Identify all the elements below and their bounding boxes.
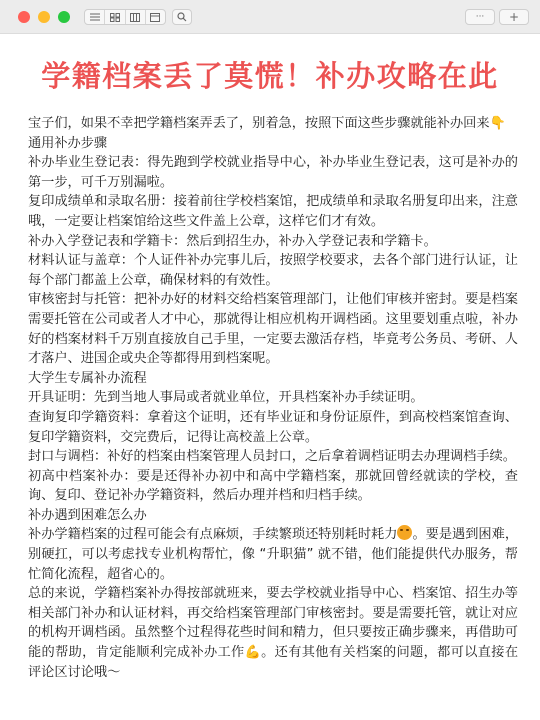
- step-certification: 材料认证与盖章：个人证件补办完事儿后，按照学校要求，去各个部门进行认证，让每个部门都盖上公章，确保材料的有效性。: [28, 253, 518, 288]
- summary-text-b: 。还有其他有关档案的问题，都可以直接在评论区讨论哦～: [28, 645, 519, 680]
- step-query-records: 查询复印学籍资料：拿着这个证明，还有毕业证和身份证原件，到高校档案馆查询、复印学籍资料，交完费后，记得让高校盖上公章。: [28, 409, 518, 445]
- columns-view-icon[interactable]: [126, 10, 146, 24]
- gallery-view-icon[interactable]: [146, 10, 165, 24]
- search-button[interactable]: [172, 9, 192, 25]
- section-heading-college: 大学生专属补办流程: [28, 370, 147, 386]
- step-highschool-records: 初高中档案补办：要是还得补办初中和高中学籍档案，那就回曾经就读的学校，查询、复印、登记补办学籍资料，然后办理并档和归档手续。: [28, 468, 518, 504]
- difficulty-text-b: 。要是遇到困难，别硬扛，可以考虑找专业机构帮忙，像 “升职猫” 就不错，他们能提供代办服务，帮忙简化流程，超省心的。: [28, 527, 519, 582]
- add-icon: +: [508, 10, 520, 24]
- flexed-biceps-icon: 💪: [244, 645, 261, 661]
- close-window-button[interactable]: [18, 11, 30, 23]
- section-heading-difficulty: 补办遇到困难怎么办: [28, 507, 147, 523]
- list-view-icon[interactable]: [85, 10, 105, 24]
- step-transcript-copy: 复印成绩单和录取名册：接着前往学校档案馆，把成绩单和录取名册复印出来，注意哦，一定要让档案馆给这些文件盖上公章，这样它们才有效。: [28, 194, 518, 229]
- window-titlebar: [0, 0, 540, 34]
- zoom-window-button[interactable]: [58, 11, 70, 23]
- section-heading-general: 通用补办步骤: [28, 135, 108, 151]
- article-body: [28, 114, 518, 682]
- intro-paragraph: [28, 114, 518, 134]
- page-title: 学籍档案丢了莫慌！补办攻略在此: [41, 58, 499, 93]
- intro-text: 宝子们，如果不幸把学籍档案弄丢了，别着急，按照下面这些步骤就能补办回来: [28, 116, 490, 131]
- pointing-down-icon: 👇: [489, 116, 506, 131]
- step-issue-certificate: 开具证明：先到当地人事局或者就业单位，开具档案补办手续证明。: [28, 390, 424, 406]
- minimize-window-button[interactable]: [38, 11, 50, 23]
- summary-paragraph: [28, 584, 518, 682]
- step-seal-transfer: 封口与调档：补好的档案由档案管理人员封口，之后拿着调档证明去办理调档手续。: [28, 449, 516, 465]
- step-review-seal: 审核密封与托管：把补办好的材料交给档案管理部门，让他们审核并密封。要是档案需要托管在公司或者人才中心，那就得让相应机构开调档函。这里要划重点啦，补办好的档案材料千万别直接放自己手里，一定要去激活存档，毕竟考公务员、考研、人才落户、进国企或央企等都得用到档案呢。: [28, 292, 518, 367]
- step-graduate-form: 补办毕业生登记表：得先跑到学校就业指导中心，补办毕业生登记表，这可是补办的第一步，可千万别漏啦。: [28, 155, 518, 190]
- grid-view-icon[interactable]: [105, 10, 125, 24]
- title-banner: [0, 34, 540, 114]
- more-icon: ···: [475, 11, 485, 22]
- frustrated-face-icon: [397, 525, 412, 540]
- view-mode-segmented-control[interactable]: [84, 9, 166, 25]
- step-enrollment-form: 补办入学登记表和学籍卡：然后到招生办，补办入学登记表和学籍卡。: [28, 233, 437, 249]
- add-button[interactable]: [499, 9, 529, 25]
- difficulty-text-a: 补办学籍档案的过程可能会有点麻烦，手续繁琐还特别耗时耗力: [28, 527, 398, 543]
- difficulty-paragraph: [28, 525, 518, 584]
- search-icon: [177, 12, 187, 22]
- more-button[interactable]: [465, 9, 495, 25]
- summary-text-a: 总的来说，学籍档案补办得按部就班来，要去学校就业指导中心、档案馆、招生办等相关部门补办和认证材料，再交给档案管理部门审核密封。要是需要托管，就让对应的机构开调档函。虽然整个过程得花些时间和精力，但只要按正确步骤来，再借助可能的帮助，肯定能顺利完成补办工作: [28, 586, 518, 661]
